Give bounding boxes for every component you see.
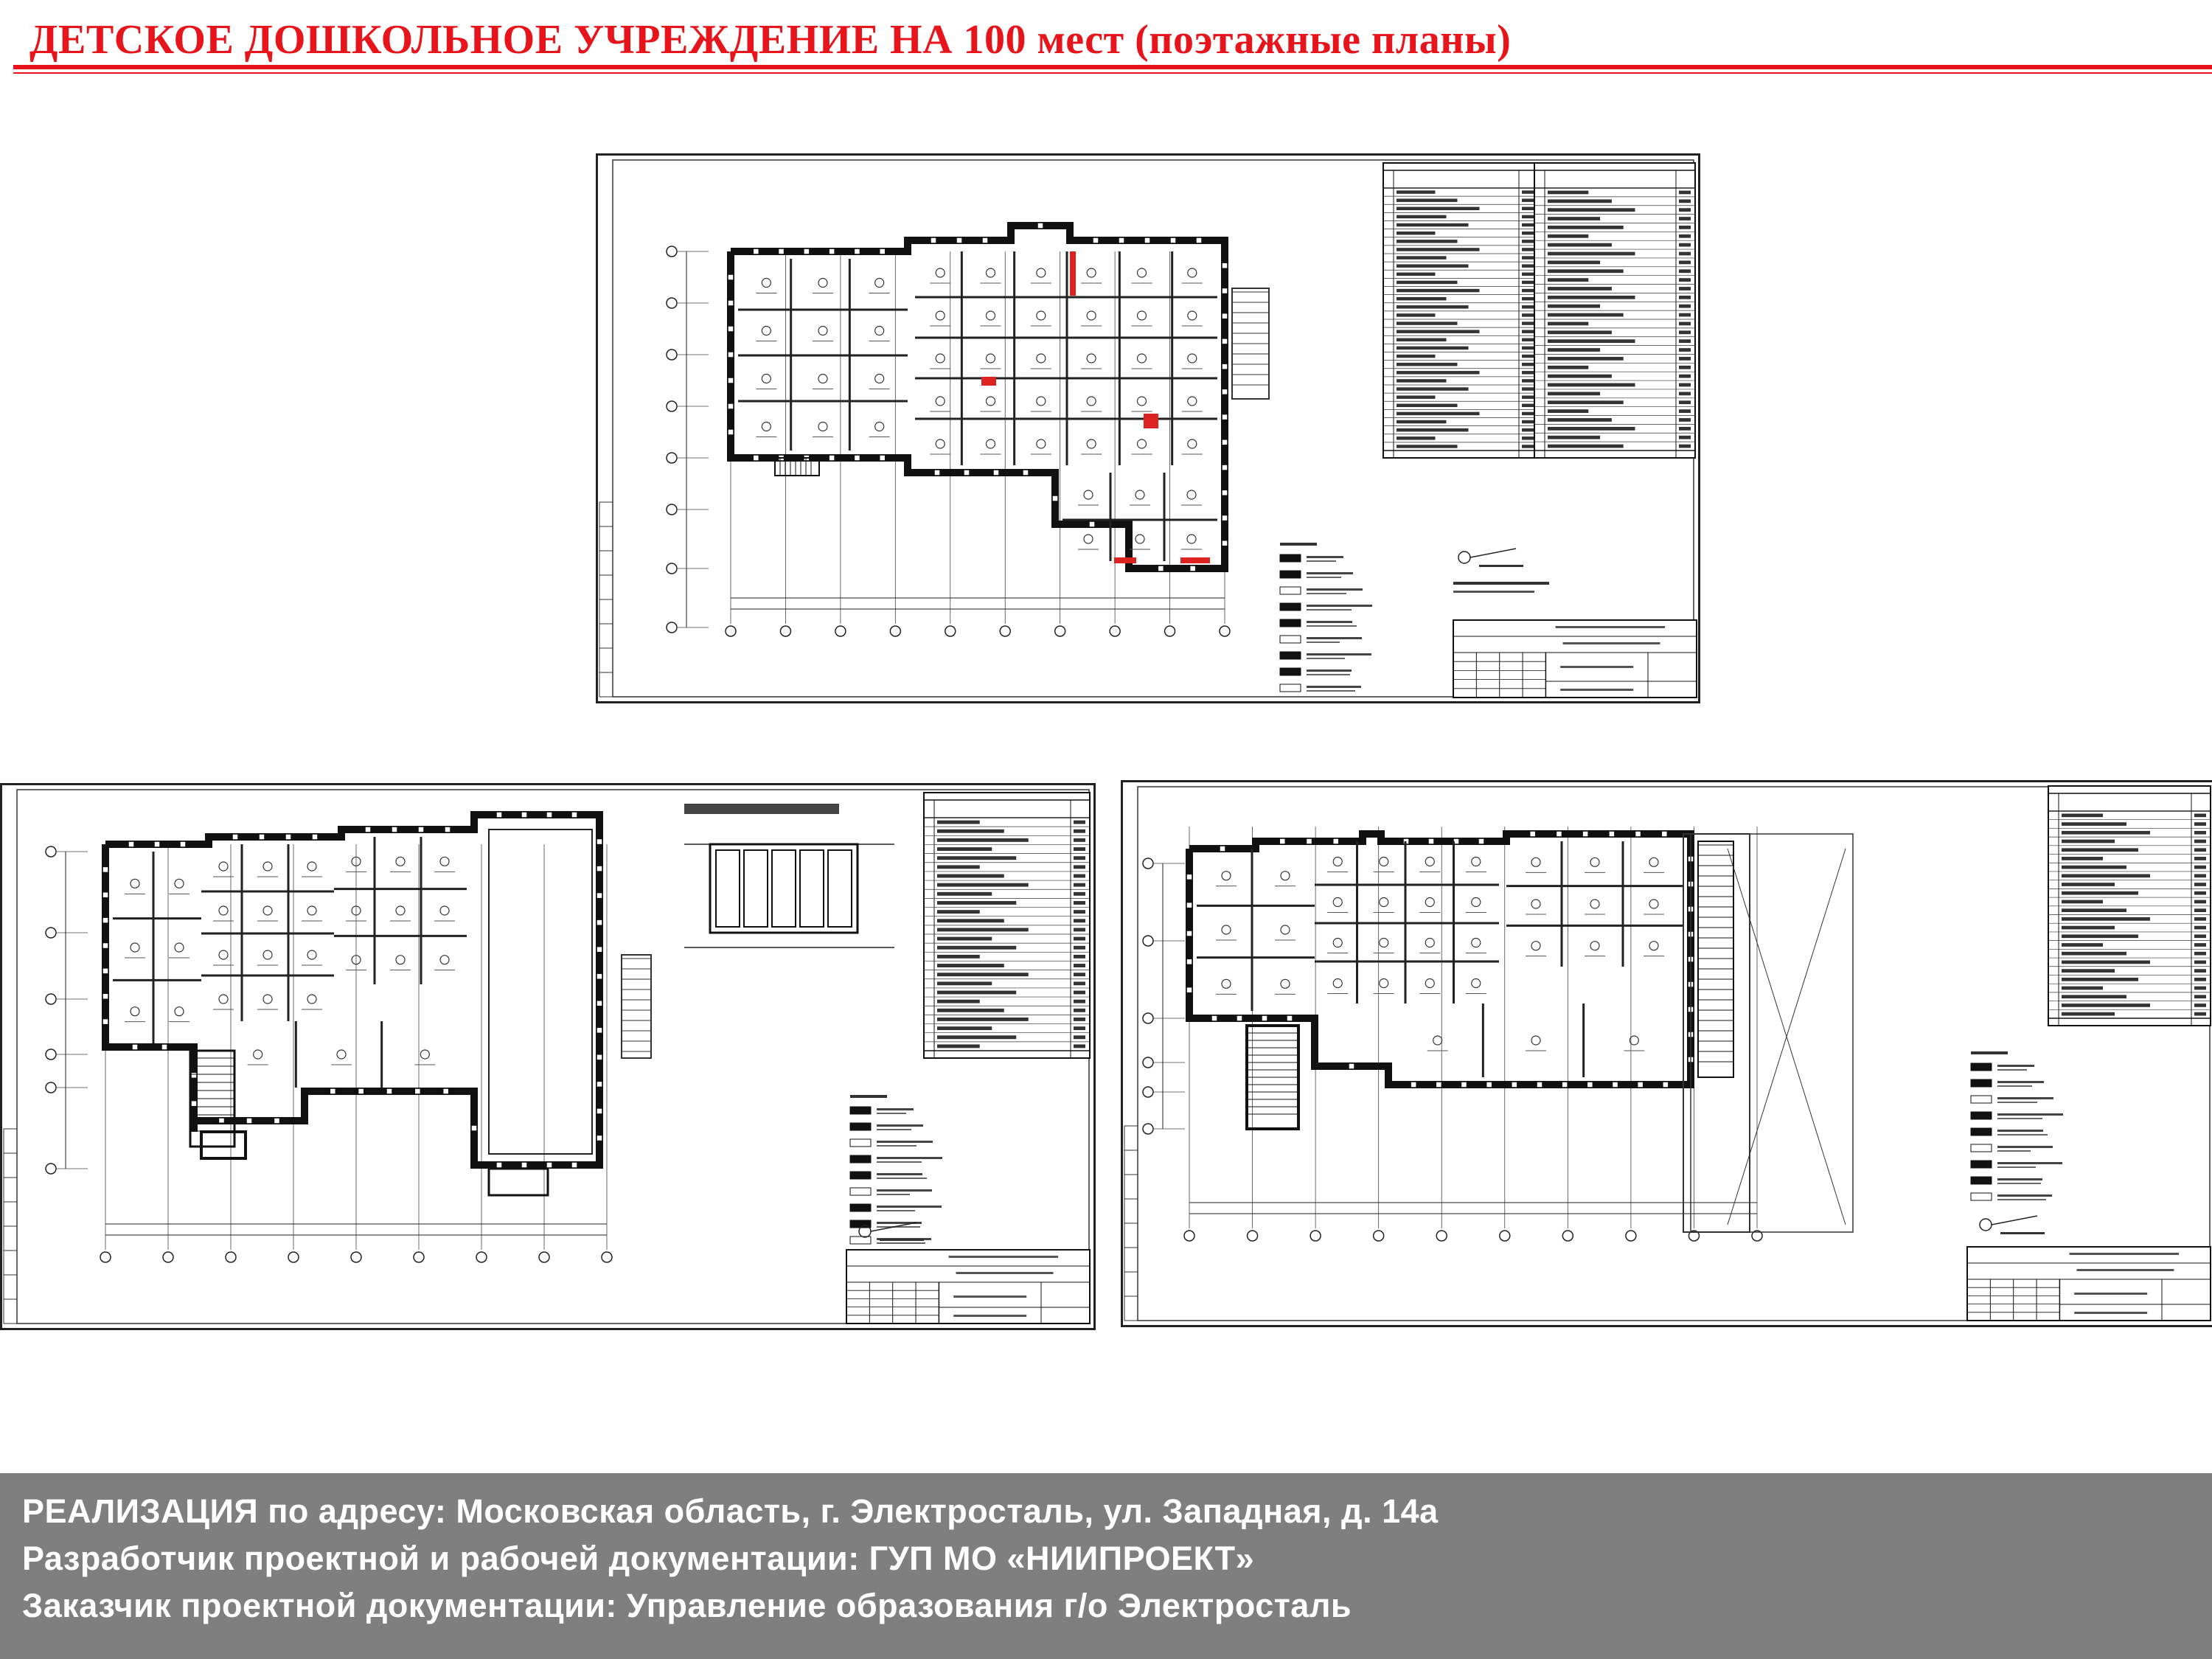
floor-plan-drawing [1123, 782, 2212, 1325]
page-title: ДЕТСКОЕ ДОШКОЛЬНОЕ УЧРЕЖДЕНИЕ НА 100 мест (поэтажные планы) [29, 17, 1512, 63]
project-info-banner [0, 1473, 2212, 1659]
address-line: РЕАЛИЗАЦИЯ по адресу: Московская область, г. Электросталь, ул. Западная, д. 14а [22, 1492, 1439, 1530]
drawing-sheet-third-floor [1121, 780, 2212, 1327]
floor-plan-drawing [2, 785, 1093, 1328]
title-underline-thin [13, 72, 2212, 74]
floor-plan-drawing [598, 156, 1698, 701]
drawing-sheet-second-floor [0, 783, 1096, 1330]
drawing-sheet-first-floor [596, 153, 1700, 703]
title-underline [13, 65, 2212, 69]
customer-line: Заказчик проектной документации: Управление образования г/о Электросталь [22, 1587, 1352, 1624]
developer-line: Разработчик проектной и рабочей документации: ГУП МО «НИИПРОЕКТ» [22, 1540, 1255, 1577]
